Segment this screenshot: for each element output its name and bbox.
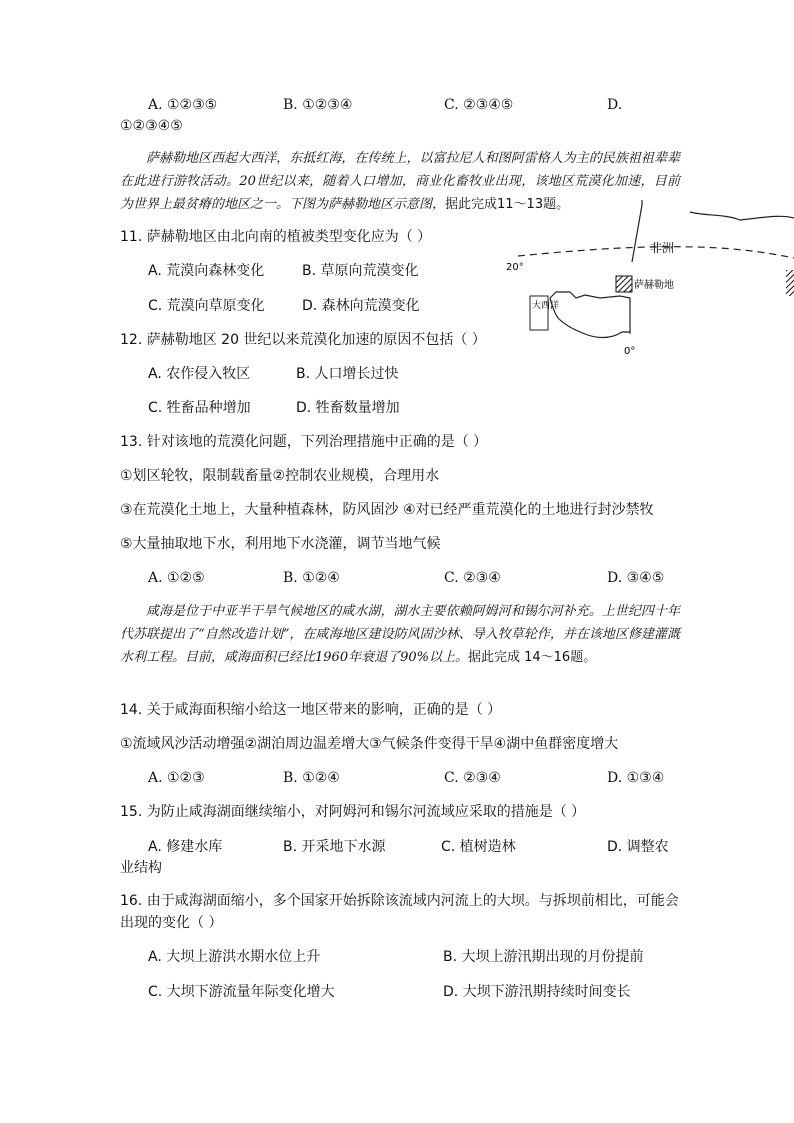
meridian-line bbox=[632, 200, 642, 262]
q13-option-c: C. ②③④ bbox=[444, 570, 501, 586]
q13-option-b: B. ①②④ bbox=[283, 570, 340, 586]
q13-item-2: ③在荒漠化土地上，大量种植森林，防风固沙 ④对已经严重荒漠化的土地进行封沙禁牧 bbox=[120, 502, 654, 518]
q12-option-a: A. 农作侵入牧区 bbox=[148, 366, 251, 382]
passage-sahel-tail: 据此完成11～13题。 bbox=[445, 197, 570, 212]
q11-option-a: A. 荒漠向森林变化 bbox=[148, 263, 265, 279]
prev-option-c: C. ②③④⑤ bbox=[444, 97, 514, 113]
q15-option-a: A. 修建水库 bbox=[148, 839, 223, 855]
q12-option-c: C. 牲畜品种增加 bbox=[148, 400, 251, 416]
q14-option-d: D. ①③④ bbox=[607, 770, 665, 786]
q11-stem: 11. 萨赫勒地区由北向南的植被类型变化应为（ ） bbox=[120, 229, 432, 245]
q16-option-d: D. 大坝下游汛期持续时间变长 bbox=[443, 984, 631, 1000]
q16-stem-line-2: 出现的变化（ ） bbox=[120, 915, 223, 931]
prev-option-b: B. ①②③④ bbox=[283, 97, 353, 113]
q12-stem: 12. 萨赫勒地区 20 世纪以来荒漠化加速的原因不包括（ ） bbox=[120, 332, 486, 348]
q11-option-b: B. 草原向荒漠变化 bbox=[302, 263, 419, 279]
africa-label: 非洲 bbox=[650, 241, 675, 255]
q15-stem: 15. 为防止咸海湖面继续缩小，对阿姆河和锡尔河流域应采取的措施是（ ） bbox=[120, 804, 586, 820]
q13-item-3: ⑤大量抽取地下水，利用地下水浇灌，调节当地气候 bbox=[120, 536, 441, 552]
q13-item-1: ①划区轮牧，限制载畜量②控制农业规模，合理用水 bbox=[120, 468, 440, 484]
q14-items: ①流域风沙活动增强②湖泊周边温差增大③气候条件变得干旱④湖中鱼群密度增大 bbox=[120, 736, 619, 752]
prev-option-d: D. bbox=[607, 97, 623, 113]
sahel-region bbox=[616, 276, 632, 292]
q11-option-c: C. 荒漠向草原变化 bbox=[148, 298, 265, 314]
q14-stem: 14. 关于咸海面积缩小给这一地区带来的影响，正确的是（ ） bbox=[120, 702, 502, 718]
latitude-label: 20° bbox=[506, 262, 524, 273]
q15-option-c: C. 植树造林 bbox=[441, 839, 516, 855]
q16-option-c: C. 大坝下游流量年际变化增大 bbox=[148, 984, 335, 1000]
q16-option-a: A. 大坝上游洪水期水位上升 bbox=[148, 949, 321, 965]
q15-option-b: B. 开采地下水源 bbox=[283, 839, 386, 855]
q14-option-b: B. ①②④ bbox=[283, 770, 340, 786]
q13-option-a: A. ①②⑤ bbox=[148, 570, 205, 586]
q12-option-b: B. 人口增长过快 bbox=[296, 366, 399, 382]
sahel-label: 萨赫勒地 bbox=[634, 280, 674, 291]
q16-option-b: B. 大坝上游汛期出现的月份提前 bbox=[443, 949, 644, 965]
q11-option-d: D. 森林向荒漠变化 bbox=[302, 298, 420, 314]
ocean-label: 大西洋 bbox=[532, 301, 560, 311]
west-africa-coast bbox=[550, 292, 630, 338]
passage-aral-text: 咸海是位于中亚半干旱气候地区的咸水湖，湖水主要依赖阿姆河和锡尔河补充。上世纪四十年代苏联提出了“自然改造计划”，在咸海地区建设防风固沙林、导入牧草轮作，并在该地区修建灌溉水利工程。目前，咸海面积已经比1960年衰退了90%以上。 bbox=[120, 604, 680, 665]
passage-aral-sea bbox=[120, 600, 680, 669]
q14-option-a: A. ①②③ bbox=[148, 770, 205, 786]
passage-sahel-text: 萨赫勒地区西起大西洋，东抵红海，在传统上，以富拉尼人和图阿雷格人为主的民族祖祖辈辈在此进行游牧活动。20世纪以来，随着人口增加，商业化畜牧业出现，该地区荒漠化加速，目前为世界上最贫瘠的地区之一。下图为萨赫勒地区示意图， bbox=[120, 151, 680, 212]
q16-stem-line-1: 16. 由于咸海湖面缩小，多个国家开始拆除该流域内河流上的大坝。与拆坝前相比，可能会 bbox=[120, 893, 679, 909]
coastline-north bbox=[690, 212, 794, 220]
q15-option-d: D. 调整农 bbox=[607, 839, 669, 855]
prev-option-d-cont: ①②③④⑤ bbox=[120, 118, 183, 134]
map-edge-fragment bbox=[786, 270, 794, 296]
sahel-map bbox=[500, 200, 794, 370]
prev-option-a: A. ①②③⑤ bbox=[148, 97, 218, 113]
q14-option-c: C. ②③④ bbox=[444, 770, 501, 786]
longitude-label: 0° bbox=[624, 346, 636, 357]
q13-stem: 13. 针对该地的荒漠化问题，下列治理措施中正确的是（ ） bbox=[120, 434, 488, 450]
q12-option-d: D. 牲畜数量增加 bbox=[296, 400, 400, 416]
q15-option-d-cont: 业结构 bbox=[120, 860, 162, 876]
q13-option-d: D. ③④⑤ bbox=[607, 570, 665, 586]
passage-aral-tail: 据此完成 14～16题。 bbox=[467, 650, 597, 665]
